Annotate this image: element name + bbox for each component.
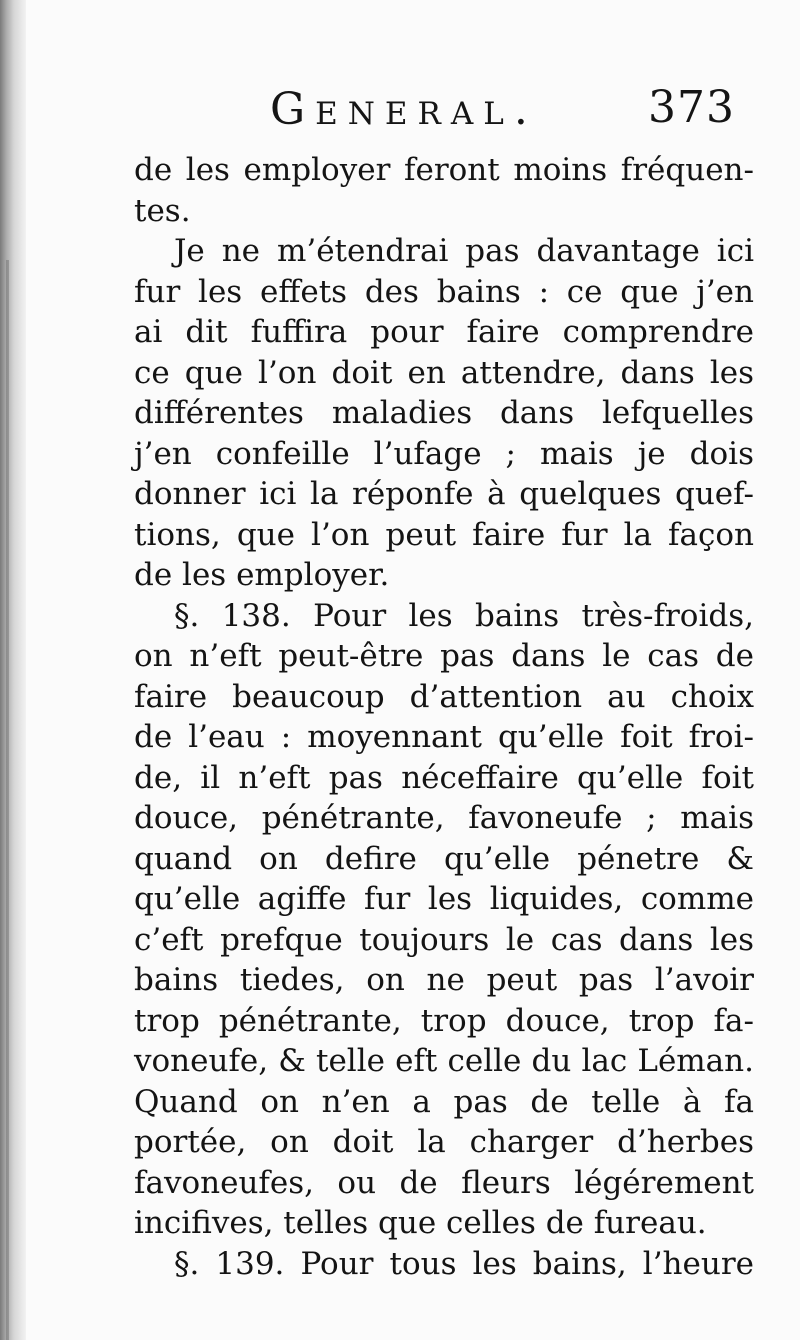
text-line: de les employer.: [134, 557, 390, 593]
text-line: portée, on doit la charger d’herbes: [134, 1124, 754, 1160]
text-line: on n’eft peut-être pas dans le cas de: [134, 638, 754, 674]
text-line: §. 138. Pour les bains très-froids,: [174, 597, 754, 634]
binding-edge: [6, 260, 9, 1340]
page-number: 373: [648, 82, 735, 133]
text-line: qu’elle agiffe fur les liquides, comme: [134, 881, 754, 917]
text-line: de l’eau : moyennant qu’elle foit froi-: [134, 719, 754, 755]
text-line: Quand on n’en a pas de telle à fa: [134, 1083, 754, 1120]
text-line: douce, pénétrante, favoneufe ; mais: [134, 800, 754, 836]
text-line: incifives, telles que celles de fureau.: [134, 1205, 707, 1241]
running-head: [0, 80, 800, 140]
text-line: §. 139. Pour tous les bains, l’heure: [174, 1245, 754, 1282]
text-line: de, il n’eft pas néceffaire qu’elle foit: [134, 759, 754, 796]
text-line: tes.: [134, 192, 191, 229]
text-line: tions, que l’on peut faire fur la façon: [134, 516, 754, 553]
text-line: de les employer feront moins fréquen-: [134, 152, 754, 188]
text-line: fur les effets des bains : ce que j’en: [134, 273, 754, 310]
text-line: faire beaucoup d’attention au choix: [134, 678, 754, 715]
text-line: Je ne m’étendrai pas davantage ici: [174, 233, 754, 269]
text-line: ai dit fuffira pour faire comprendre: [134, 314, 754, 350]
text-line: quand on defire qu’elle pénetre &: [134, 840, 754, 877]
text-line: c’eft prefque toujours le cas dans les: [134, 921, 754, 958]
text-line: ce que l’on doit en attendre, dans les: [134, 354, 754, 391]
page-gutter-shadow: [0, 0, 26, 1340]
text-line: favoneufes, ou de fleurs légérement: [134, 1164, 754, 1201]
text-line: trop pénétrante, trop douce, trop fa-: [134, 1002, 754, 1039]
text-line: voneufe, & telle eft celle du lac Léman.: [134, 1043, 754, 1079]
body-text: [134, 150, 754, 1284]
running-head-title: General.: [270, 84, 538, 135]
text-line: j’en confeille l’ufage ; mais je dois: [134, 435, 754, 472]
text-line: bains tiedes, on ne peut pas l’avoir: [134, 962, 754, 998]
text-line: donner ici la réponfe à quelques quef-: [134, 476, 754, 512]
text-line: différentes maladies dans lefquelles: [134, 395, 754, 431]
